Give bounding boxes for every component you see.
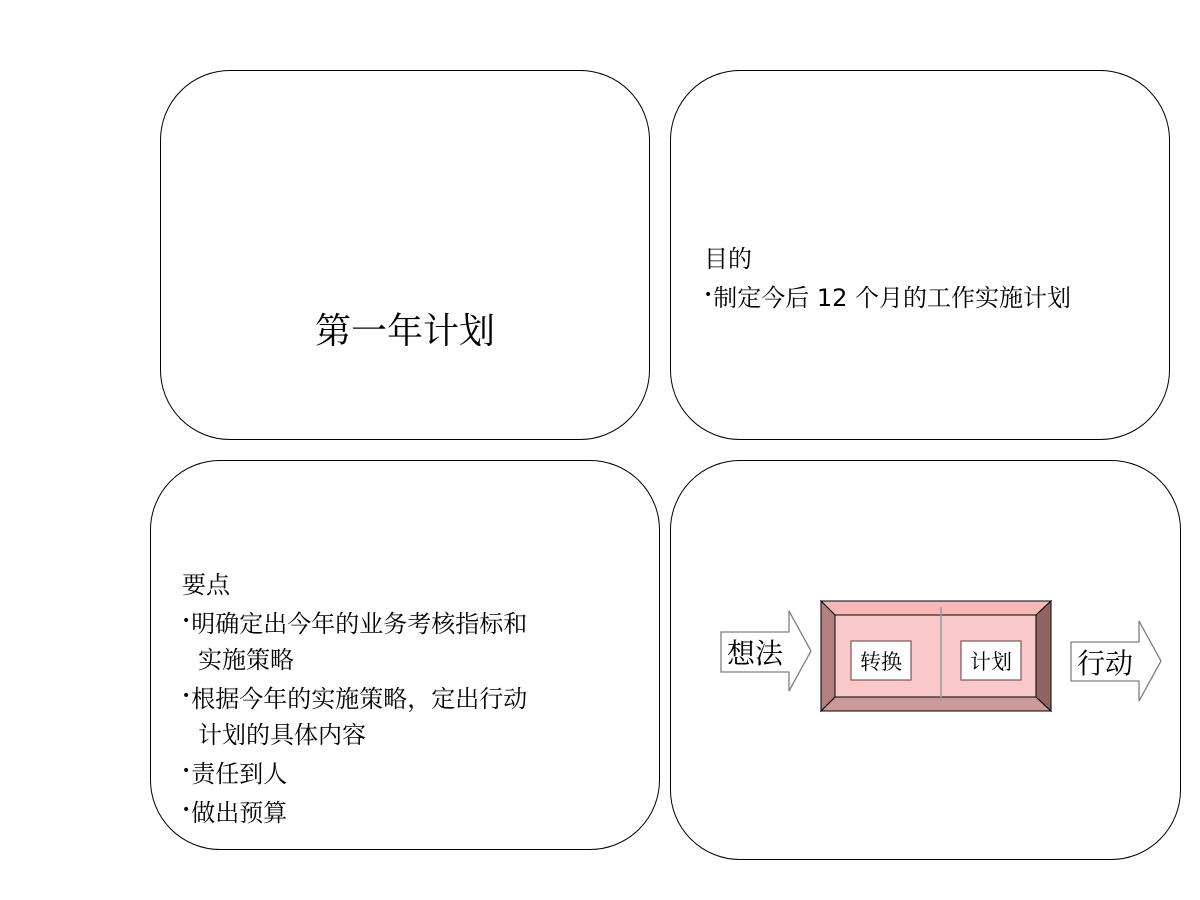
purpose-block bbox=[704, 241, 1071, 316]
process-diagram-panel bbox=[670, 460, 1181, 860]
bullet-dot-icon: • bbox=[182, 688, 191, 704]
key-point-item: •明确定出今年的业务考核指标和 bbox=[182, 610, 528, 638]
key-point-item-continuation: 计划的具体内容 bbox=[198, 721, 366, 749]
box-right-bevel bbox=[1036, 601, 1051, 711]
bullet-dot-icon: • bbox=[704, 287, 713, 303]
plan-label: 计划 bbox=[970, 650, 1012, 674]
key-points-block bbox=[182, 567, 527, 831]
output-label: 行动 bbox=[1077, 647, 1134, 680]
box-top-bevel bbox=[821, 601, 1051, 615]
purpose-panel bbox=[670, 70, 1170, 440]
bullet-dot-icon: • bbox=[182, 763, 191, 779]
transform-box bbox=[821, 601, 1051, 711]
key-point-item: •根据今年的实施策略，定出行动 bbox=[182, 685, 528, 713]
key-points-panel bbox=[150, 460, 660, 850]
process-diagram bbox=[671, 461, 1182, 861]
plan-title: 第一年计划 bbox=[314, 311, 495, 352]
purpose-heading: 目的 bbox=[704, 245, 752, 273]
key-points-heading: 要点 bbox=[182, 571, 230, 599]
key-point-item-continuation: 实施策略 bbox=[198, 646, 294, 674]
input-label: 想法 bbox=[727, 637, 784, 670]
purpose-bullet: •制定今后 12 个月的工作实施计划 bbox=[704, 284, 1072, 312]
bullet-dot-icon: • bbox=[182, 802, 191, 818]
plan-title-panel bbox=[160, 70, 650, 440]
box-left-bevel bbox=[821, 601, 835, 711]
box-bottom-bevel bbox=[821, 697, 1051, 711]
transform-label: 转换 bbox=[860, 650, 902, 674]
key-point-item: •责任到人 bbox=[182, 760, 288, 788]
key-point-item: •做出预算 bbox=[182, 799, 288, 827]
bullet-dot-icon: • bbox=[182, 613, 191, 629]
